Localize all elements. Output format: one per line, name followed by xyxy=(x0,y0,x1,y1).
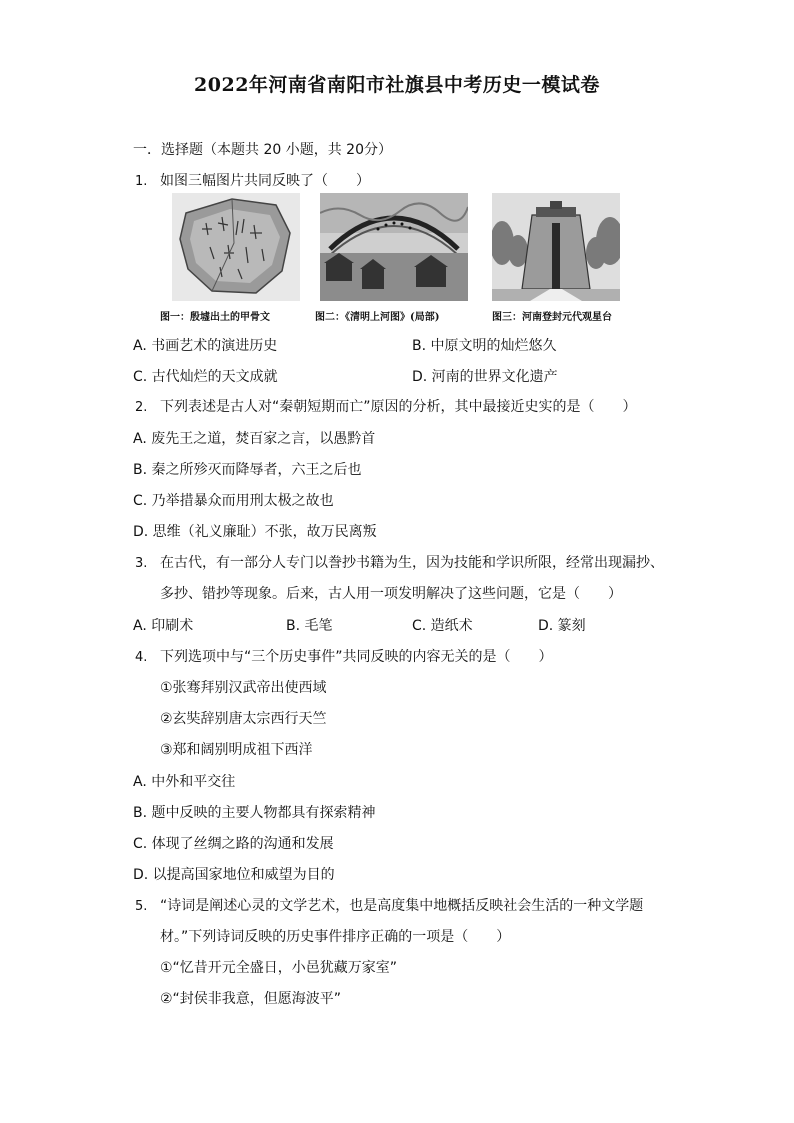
figure-row xyxy=(160,193,630,323)
option-a[interactable]: A. 中外和平交往 xyxy=(133,774,236,790)
option-a[interactable]: A. 废先王之道，焚百家之言，以愚黔首 xyxy=(133,431,376,447)
figure-caption: 图三：河南登封元代观星台 xyxy=(492,312,612,323)
option-b[interactable]: B. 题中反映的主要人物都具有探索精神 xyxy=(133,805,376,821)
section-heading: 一．选择题（本题共 20 小题，共 20分） xyxy=(133,142,392,158)
oracle-bone-image xyxy=(172,193,300,301)
list-item: ③郑和阔别明成祖下西洋 xyxy=(160,742,313,758)
option-c[interactable]: C. 乃举措暴众而用刑太极之故也 xyxy=(133,493,334,509)
list-item: ①“忆昔开元全盛日，小邑犹藏万家室” xyxy=(160,960,398,976)
figure-caption: 图二：《清明上河图》(局部) xyxy=(315,312,440,323)
option-a[interactable]: A. 书画艺术的演进历史 xyxy=(133,338,278,354)
question-number: 1. xyxy=(135,174,148,189)
option-b[interactable]: B. 毛笔 xyxy=(286,618,333,634)
question-stem: 在古代，有一部分人专门以誊抄书籍为生，因为技能和学识所限，经常出现漏抄、 xyxy=(160,555,664,571)
option-c[interactable]: C. 体现了丝绸之路的沟通和发展 xyxy=(133,836,334,852)
question-number: 3. xyxy=(135,556,148,571)
question-stem: 下列表述是古人对“秦朝短期而亡”原因的分析，其中最接近史实的是（ ） xyxy=(160,399,637,415)
option-c[interactable]: C. 古代灿烂的天文成就 xyxy=(133,369,278,385)
page-title: 2022年河南省南阳市社旗县中考历史一模试卷 xyxy=(194,74,600,96)
option-d[interactable]: D. 篆刻 xyxy=(538,618,586,634)
option-c[interactable]: C. 造纸术 xyxy=(412,618,473,634)
option-d[interactable]: D. 思维（礼义廉耻）不张，故万民离叛 xyxy=(133,524,377,540)
question-stem-continued: 多抄、错抄等现象。后来，古人用一项发明解决了这些问题，它是（ ） xyxy=(160,586,622,602)
qingming-painting-image xyxy=(320,193,468,301)
observatory-image xyxy=(492,193,620,301)
question-stem: 如图三幅图片共同反映了（ ） xyxy=(160,173,370,189)
option-b[interactable]: B. 中原文明的灿烂悠久 xyxy=(412,338,557,354)
option-a[interactable]: A. 印刷术 xyxy=(133,618,194,634)
question-number: 2. xyxy=(135,400,148,415)
list-item: ②玄奘辞别唐太宗西行天竺 xyxy=(160,711,327,727)
list-item: ①张骞拜别汉武帝出使西域 xyxy=(160,680,327,696)
list-item: ②“封侯非我意，但愿海波平” xyxy=(160,991,342,1007)
question-number: 5. xyxy=(135,899,148,914)
question-stem: “诗词是阐述心灵的文学艺术，也是高度集中地概括反映社会生活的一种文学题 xyxy=(160,898,644,914)
question-stem-continued: 材。”下列诗词反映的历史事件排序正确的一项是（ ） xyxy=(160,929,511,945)
option-d[interactable]: D. 以提高国家地位和威望为目的 xyxy=(133,867,335,883)
figure-caption: 图一：殷墟出土的甲骨文 xyxy=(160,312,270,323)
question-stem: 下列选项中与“三个历史事件”共同反映的内容无关的是（ ） xyxy=(160,649,553,665)
question-number: 4. xyxy=(135,650,148,665)
option-b[interactable]: B. 秦之所殄灭而降辱者，六王之后也 xyxy=(133,462,362,478)
option-d[interactable]: D. 河南的世界文化遗产 xyxy=(412,369,558,385)
